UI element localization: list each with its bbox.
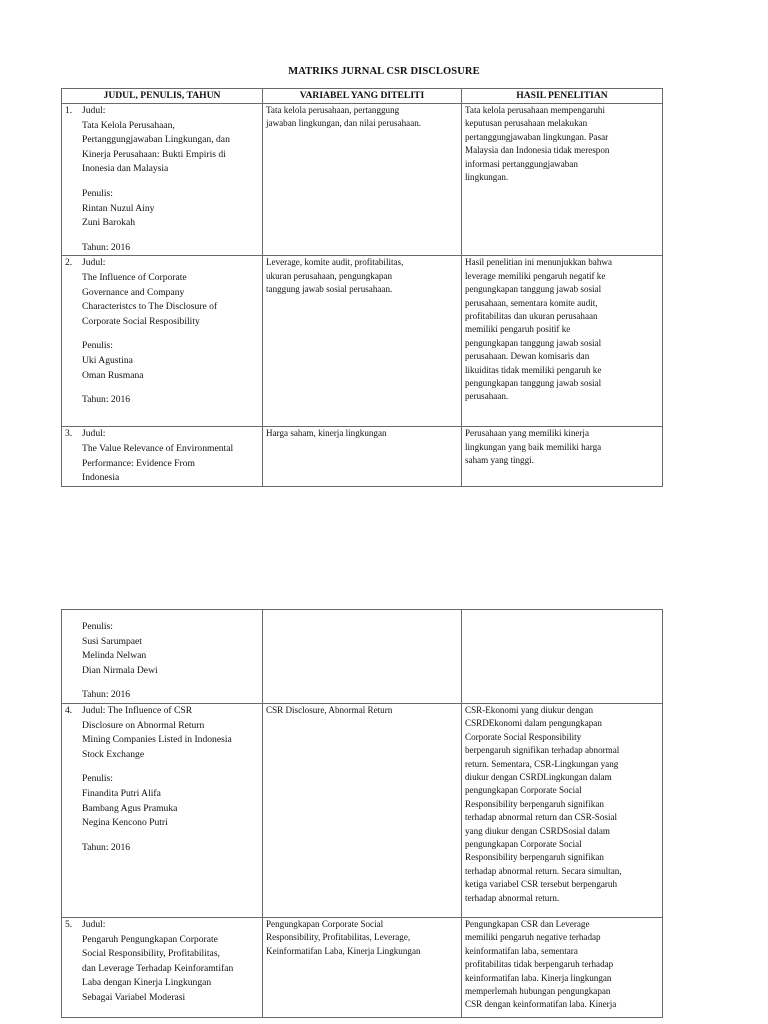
text-line: Penulis: bbox=[82, 187, 113, 199]
row-4-col-hasil bbox=[462, 703, 663, 917]
text-line: Governance and Company bbox=[82, 286, 185, 298]
text-line: Pengungkapan CSR dan Leverage bbox=[465, 918, 590, 929]
journal-matrix-table-continued bbox=[61, 609, 663, 1018]
text-line: diukur dengan CSRDLingkungan dalam bbox=[465, 772, 612, 782]
text-line: terhadap abnormal return dan CSR-Sosial bbox=[465, 812, 618, 823]
text-line: Penulis: bbox=[82, 621, 113, 632]
row-2-col-variabel bbox=[263, 256, 462, 427]
text-line: pertanggungjawaban lingkungan. Pasar bbox=[465, 131, 609, 142]
text-line: Corporate Social Responsibility bbox=[465, 731, 582, 742]
row-4-col-variabel bbox=[263, 703, 462, 917]
text-line: Stock Exchange bbox=[82, 748, 145, 760]
text-line: jawaban lingkungan, dan nilai perusahaan. bbox=[266, 118, 422, 129]
row-number: 4. bbox=[65, 704, 73, 716]
line-gap bbox=[82, 177, 259, 187]
text-line: CSR Disclosure, Abnormal Return bbox=[266, 704, 393, 715]
text-line: Indonesia bbox=[82, 472, 120, 484]
text-line: perusahaan. Dewan komisaris dan bbox=[465, 351, 590, 362]
text-line: berpengaruh signifikan terhadap abnormal bbox=[465, 745, 620, 756]
cell-lines bbox=[82, 427, 259, 485]
text-line: Disclosure on Abnormal Return bbox=[82, 719, 205, 731]
text-line: Tahun: 2016 bbox=[82, 394, 131, 406]
row-3-col-hasil bbox=[462, 427, 663, 486]
text-line: memperlemah hubungan pengungkapan bbox=[465, 986, 611, 996]
text-line: Dian Nirmala Dewi bbox=[82, 664, 158, 676]
cell-lines bbox=[82, 918, 259, 1006]
text-line: CSRDEkonomi dalam pengungkapan bbox=[465, 718, 602, 729]
text-line: Characteristcs to The Disclosure of bbox=[82, 301, 218, 313]
text-line: Zuni Barokah bbox=[82, 217, 136, 229]
cell-lines bbox=[82, 104, 259, 255]
row-3-continued-col-judul bbox=[62, 610, 263, 704]
text-line: Corporate Social Resposibility bbox=[82, 315, 200, 327]
text-line: Keinformatifan Laba, Kinerja Lingkungan bbox=[266, 945, 421, 956]
header-variabel: VARIABEL YANG DITELITI bbox=[263, 89, 462, 104]
text-line: lingkungan. bbox=[465, 172, 509, 183]
text-line: Tahun: 2016 bbox=[82, 241, 131, 253]
text-line: Tata kelola perusahaan, pertanggung bbox=[266, 105, 400, 115]
text-line: Judul: bbox=[82, 918, 106, 930]
text-line: tanggung jawab sosial perusahaan. bbox=[266, 284, 393, 295]
text-line: Tata kelola perusahaan mempengaruhi bbox=[465, 105, 606, 115]
text-line: Susi Sarumpaet bbox=[82, 635, 142, 647]
row-1-col-hasil bbox=[462, 104, 663, 256]
line-gap bbox=[82, 231, 259, 241]
journal-matrix-table bbox=[61, 88, 663, 487]
text-line: CSR-Ekonomi yang diukur dengan bbox=[465, 704, 594, 715]
text-line: Pertanggungjawaban Lingkungan, dan bbox=[82, 134, 230, 146]
row-3-continued-col-hasil bbox=[462, 610, 663, 704]
text-line: terhadap abnormal return. Secara simultan, bbox=[465, 865, 622, 876]
text-line: Tahun: 2016 bbox=[82, 689, 131, 701]
text-line: Finandita Putri Alifa bbox=[82, 787, 161, 799]
text-line: Melinda Nelwan bbox=[82, 650, 147, 662]
row-4-col-judul bbox=[62, 703, 263, 917]
text-line: pengungkapan tanggung jawab sosial bbox=[465, 284, 602, 295]
table-row bbox=[62, 427, 663, 486]
text-line: Perusahaan yang memiliki kinerja bbox=[465, 428, 589, 439]
text-line: memiliki pengaruh negative terhadap bbox=[465, 932, 601, 943]
text-line: Malaysia dan Indonesia tidak merespon bbox=[465, 145, 610, 156]
text-line: return. Sementara, CSR-Lingkungan yang bbox=[465, 758, 619, 769]
row-2-col-judul bbox=[62, 256, 263, 427]
row-2-col-hasil bbox=[462, 256, 663, 427]
text-line: Judul: bbox=[82, 257, 106, 269]
document-title: MATRIKS JURNAL CSR DISCLOSURE bbox=[288, 66, 480, 77]
text-line: Responsibility, Profitabilitas, Leverage, bbox=[266, 932, 411, 943]
text-line: Rintan Nuzul Ainy bbox=[82, 202, 155, 214]
row-5-col-judul bbox=[62, 917, 263, 1017]
cell-lines bbox=[82, 610, 259, 703]
text-line: keinformatifan laba, sementara bbox=[465, 945, 578, 956]
text-line: pengungkapan Corporate Social bbox=[465, 785, 582, 796]
header-hasil: HASIL PENELITIAN bbox=[462, 89, 663, 104]
line-gap bbox=[82, 678, 259, 688]
text-line: Sebagai Variabel Moderasi bbox=[82, 991, 186, 1003]
text-line: Tata Kelola Perusahaan, bbox=[82, 119, 175, 131]
text-line: ketiga variabel CSR tersebut berpengaruh bbox=[465, 879, 618, 890]
text-line: Leverage, komite audit, profitabilitas, bbox=[266, 257, 404, 268]
cell-lines bbox=[82, 704, 259, 855]
line-gap bbox=[82, 762, 259, 772]
row-number: 3. bbox=[65, 428, 73, 440]
text-line: pengungkapan tanggung jawab sosial bbox=[465, 378, 602, 388]
row-number: 1. bbox=[65, 105, 73, 116]
text-line: keinformatifan laba. Kinerja lingkungan bbox=[465, 972, 612, 983]
text-line: Hasil penelitian ini menunjukkan bahwa bbox=[465, 257, 612, 268]
line-gap bbox=[82, 831, 259, 841]
header-judul: JUDUL, PENULIS, TAHUN bbox=[62, 89, 263, 104]
table-row bbox=[62, 917, 663, 1017]
text-line: dan Leverage Terhadap Keinforamtifan bbox=[82, 962, 234, 974]
text-line: saham yang tinggi. bbox=[465, 455, 534, 466]
text-line: Mining Companies Listed in Indonesia bbox=[82, 734, 232, 746]
text-line: Responsibility berpengaruh signifikan bbox=[465, 798, 604, 809]
text-line: The Value Relevance of Environmental bbox=[82, 442, 234, 454]
text-line: Responsibility berpengaruh signifikan bbox=[465, 852, 604, 863]
text-line: Oman Rusmana bbox=[82, 369, 144, 381]
row-1-col-judul bbox=[62, 104, 263, 256]
text-line: terhadap abnormal return. bbox=[465, 892, 560, 903]
row-3-col-variabel bbox=[263, 427, 462, 486]
text-line: Laba dengan Kinerja Lingkungan bbox=[82, 977, 212, 989]
text-line: Negina Kencono Putri bbox=[82, 817, 168, 829]
row-number: 2. bbox=[65, 257, 73, 269]
text-line: Social Responsibility, Profitabilitas, bbox=[82, 948, 220, 960]
table-row bbox=[62, 703, 663, 917]
text-line: perusahaan. bbox=[465, 391, 509, 402]
text-line: leverage memiliki pengaruh negatif ke bbox=[465, 270, 606, 281]
row-3-col-judul bbox=[62, 427, 263, 486]
text-line: memiliki pengaruh positif ke bbox=[465, 324, 571, 335]
text-line: likuiditas tidak memiliki pengaruh ke bbox=[465, 364, 602, 375]
text-line: Pengaruh Pengungkapan Corporate bbox=[82, 933, 218, 945]
text-line: Harga saham, kinerja lingkungan bbox=[266, 428, 387, 439]
text-line: Penulis: bbox=[82, 340, 113, 352]
text-line: Performance: Evidence From bbox=[82, 457, 195, 469]
text-line: Penulis: bbox=[82, 773, 113, 785]
text-line: Judul: bbox=[82, 105, 106, 116]
line-gap bbox=[82, 329, 259, 339]
text-line: perusahaan, sementara komite audit, bbox=[465, 297, 598, 308]
text-line: lingkungan yang baik memiliki harga bbox=[465, 441, 602, 452]
line-gap bbox=[82, 383, 259, 393]
text-line: profitabilitas dan ukuran perusahaan bbox=[465, 310, 598, 321]
table-row bbox=[62, 610, 663, 704]
text-line: ukuran perusahaan, pengungkapan bbox=[266, 270, 393, 281]
text-line: CSR dengan keinformatifan laba. Kinerja bbox=[465, 999, 617, 1010]
text-line: pengungkapan tanggung jawab sosial bbox=[465, 337, 602, 348]
text-line: Judul: bbox=[82, 428, 106, 440]
row-5-col-variabel bbox=[263, 917, 462, 1017]
row-1-col-variabel bbox=[263, 104, 462, 256]
row-number: 5. bbox=[65, 918, 73, 930]
text-line: yang diukur dengan CSRDSosial dalam bbox=[465, 825, 610, 836]
text-line: informasi pertanggungjawaban bbox=[465, 158, 578, 169]
row-5-col-hasil bbox=[462, 917, 663, 1017]
text-line: pengungkapan Corporate Social bbox=[465, 839, 582, 850]
text-line: Bambang Agus Pramuka bbox=[82, 802, 178, 814]
text-line: The Influence of Corporate bbox=[82, 271, 187, 283]
table-row bbox=[62, 256, 663, 427]
text-line: Judul: The Influence of CSR bbox=[82, 704, 193, 716]
table-header-row bbox=[62, 89, 663, 104]
text-line: profitabilitas tidak berpengaruh terhadap bbox=[465, 959, 614, 970]
text-line: Tahun: 2016 bbox=[82, 841, 131, 853]
cell-lines bbox=[82, 256, 259, 407]
table-row bbox=[62, 104, 663, 256]
text-line: Uki Agustina bbox=[82, 354, 133, 366]
text-line: Inonesia dan Malaysia bbox=[82, 163, 169, 175]
text-line: Kinerja Perusahaan: Bukti Empiris di bbox=[82, 148, 226, 160]
text-line: keputusan perusahaan melakukan bbox=[465, 118, 588, 129]
text-line: Pengungkapan Corporate Social bbox=[266, 918, 384, 929]
row-3-continued-col-variabel bbox=[263, 610, 462, 704]
